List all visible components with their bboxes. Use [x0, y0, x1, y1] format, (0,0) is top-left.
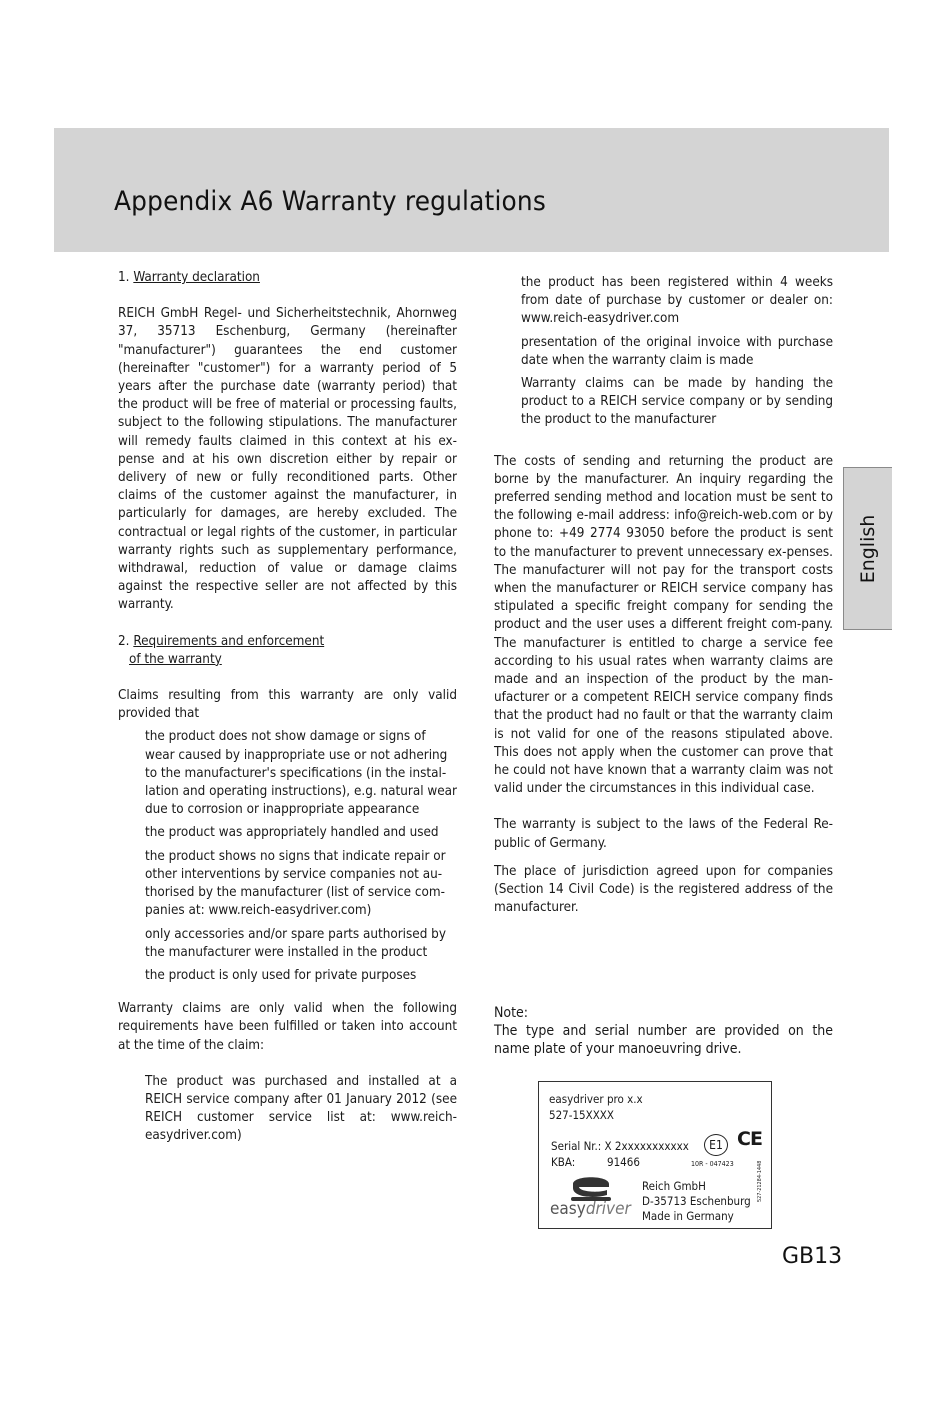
language-tab-label: English	[857, 514, 879, 583]
section1-title: Warranty declaration	[133, 270, 260, 285]
jurisdiction-paragraph: The place of jurisdiction agreed upon for companies (Section 14 Civil Code) is the registered address of the manufacturer.	[494, 863, 833, 916]
right-column	[494, 274, 833, 1058]
plate-kba-label: KBA:	[551, 1155, 576, 1169]
plate-side-code: 527-21284-1448	[757, 1160, 763, 1202]
law-paragraph: The warranty is subject to the laws of the Federal Re-public of Germany.	[494, 817, 833, 851]
plate-serial: Serial Nr.: X 2xxxxxxxxxxx	[551, 1139, 689, 1153]
section2-heading	[118, 633, 457, 669]
conditions-list	[118, 728, 457, 985]
requirement-item: Warranty claims can be made by handing the product to a REICH service company or by sending the product to the manufacturer	[521, 376, 833, 428]
condition-item: the product shows no signs that indicate repair or other interventions by service companies not au-thorised by the manufacturer (list of service com-panies at: www.reich-easydriver.com)	[145, 848, 446, 919]
requirements-list-part1	[118, 1073, 457, 1146]
easydriver-logo-icon	[569, 1172, 613, 1202]
page-title: Appendix A6 Warranty regulations	[114, 186, 546, 217]
name-plate	[538, 1081, 772, 1229]
condition-item: the product is only used for private purposes	[145, 967, 417, 983]
section1-number: 1.	[118, 270, 130, 285]
claims-intro: Warranty claims are only valid when the following requirements have been fulfilled or taken into account at the time of the claim:	[118, 1001, 457, 1053]
left-column	[118, 269, 457, 1151]
easydriver-logo-text: easydriver	[550, 1199, 631, 1219]
requirement-item: the product has been registered within 4 weeks from date of purchase by customer or dealer on: www.reich-easydriver.com	[521, 275, 833, 327]
section2-number: 2.	[118, 633, 130, 649]
note-text: The type and serial number are provided on the name plate of your manoeuvring drive.	[494, 1022, 833, 1057]
section1-body: REICH GmbH Regel- und Sicherheitstechnik, Ahornweg 37, 35713 Eschenburg, Germany (hereinafter "manufacturer") guarantees the end customer (hereinafter "customer") for a warranty period of 5 years after the purchase date (warranty period) that the product will be free of material or processing faults, subject to the following stipulations. The manufacturer will remedy faults claimed in this context at his ex-pense and at his own discretion either by repair or delivery of new or fully reconditioned parts. Other claims of the customer against the manufacturer, in particularly for damages, are hereby excluded. The contractual or legal rights of the customer, in particular warranty rights such as supplementary performance, withdrawal, reduction of value or damage claims against the respective seller are not affected by this warranty.	[118, 306, 457, 613]
ce-mark-icon: CE	[737, 1128, 762, 1150]
condition-item: the product does not show damage or signs of wear caused by inappropriate use or not adhering to the manufacturer's specifications (in the instal-lation and operating instructions), e.g. natural wear due to corrosion or inappropriate appearance	[145, 729, 457, 818]
costs-paragraph: The costs of sending and returning the product are borne by the manufacturer. An inquiry regarding the preferred sending method and location must be sent to the following e-mail address: info@reich-web.com or by phone to: +49 2774 93050 before the product is sent to the manufacturer to prevent unnecessary ex-penses. The manufacturer will not pay for the transport costs when the manufacturer or REICH service company has stipulated a specific freight company for sending the product and the user uses a different freight com-pany. The manufacturer is entitled to charge a service fee according to his usual rates when warranty claims are made and an inspection of the product by the man-ufacturer or a competent REICH service company finds that the product had no fault or that the warranty claim is not valid for one of the reasons stipulated above. This does not apply when the customer can prove that he could not have known that a warranty claim was not valid under the circumstances in this individual case.	[494, 453, 833, 797]
section2-title-line1: Requirements and enforcement	[133, 633, 325, 649]
section1-heading	[118, 269, 457, 287]
plate-origin: Made in Germany	[642, 1209, 734, 1223]
section2-title-line2: of the warranty	[129, 651, 222, 667]
requirement-item: The product was purchased and installed at a REICH service company after 01 January 2012 (see REICH customer service list at: www.reich-easydriver.com)	[145, 1073, 457, 1144]
plate-type-number: 527-15XXXX	[549, 1108, 614, 1122]
page-number: GB13	[782, 1244, 843, 1269]
section2-intro: Claims resulting from this warranty are only valid provided that	[118, 688, 457, 722]
plate-address: D-35713 Eschenburg	[642, 1194, 751, 1208]
plate-company: Reich GmbH	[642, 1179, 706, 1193]
language-tab[interactable]	[843, 467, 892, 630]
requirement-item: presentation of the original invoice with purchase date when the warranty claim is made	[521, 334, 833, 368]
note-label: Note:	[494, 1004, 529, 1021]
plate-approval-code: 10R - 047423	[691, 1160, 734, 1168]
condition-item: only accessories and/or spare parts authorised by the manufacturer were installed in the product	[145, 926, 446, 960]
plate-kba-value: 91466	[607, 1155, 640, 1169]
condition-item: the product was appropriately handled and used	[145, 825, 439, 841]
plate-model: easydriver pro x.x	[549, 1092, 643, 1106]
e-mark-icon: E1	[704, 1134, 728, 1156]
requirements-list-part2	[494, 274, 833, 430]
